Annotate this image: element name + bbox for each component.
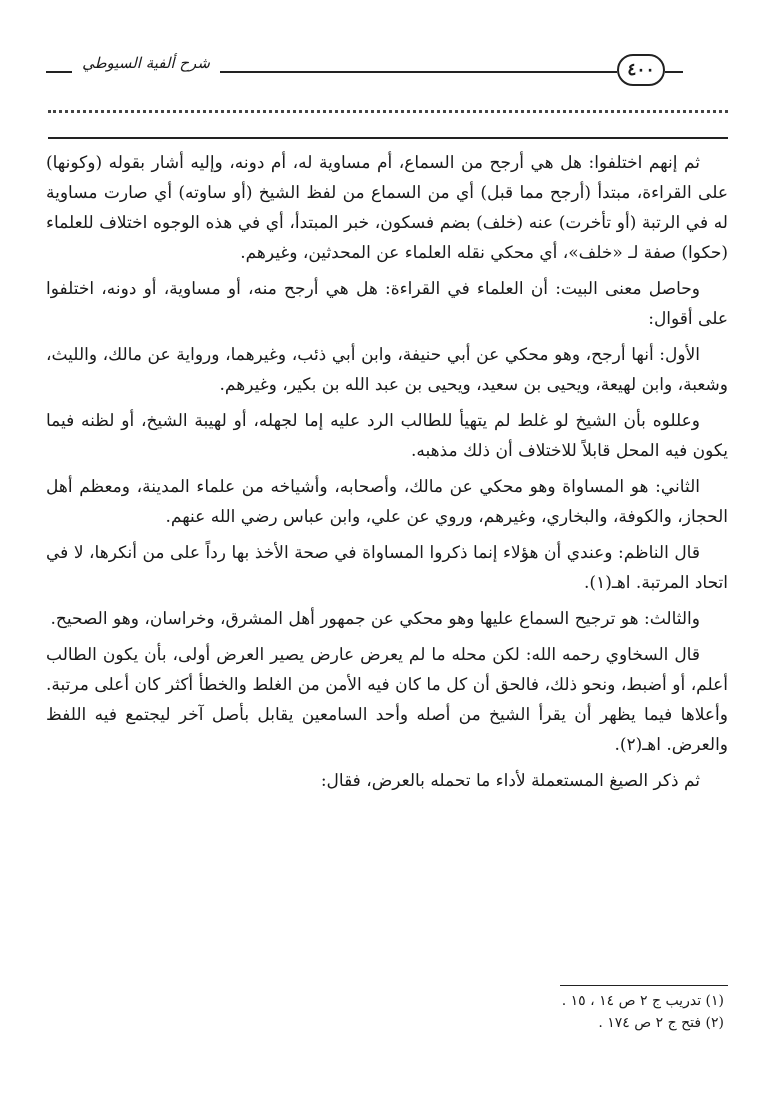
paragraph: ثم ذكر الصيغ المستعملة لأداء ما تحمله بالعرض، فقال: xyxy=(320,771,700,791)
page-header xyxy=(40,44,740,104)
paragraph: وعللوه بأن الشيخ لو غلط لم يتهيأ للطالب الرد عليه إما لجهله، أو لهيبة الشيخ، أو لظنه فيما يكون فيه المحل قابلاً للاختلاف أن ذلك مذهبه. xyxy=(46,411,728,461)
page-number: ٤٠٠ xyxy=(627,60,655,80)
header-rule-left xyxy=(46,71,72,73)
footnote: (٢) فتح ج ٢ ص ١٧٤ . xyxy=(598,1015,724,1031)
paragraph: ثم إنهم اختلفوا: هل هي أرجح من السماع، أم مساوية له، أم دونه، وإليه أشار بقوله (وكونها) على القراءة، مبتدأ (أرجح مما قبل) أي من السماع من لفظ الشيخ (أو ساوته) أي صارت مساوية له في الرتبة (أو تأخرت) عنه (خلف) بضم فسكون، خبر المبتدأ، أي في هذه الوجوه اختلاف للعلماء (حكوا) صفة لـ «خلف»، أي محكي نقله العلماء عن المحدثين، وغيرهم. xyxy=(46,153,728,263)
header-rule-right xyxy=(665,71,683,73)
body-text xyxy=(46,148,728,802)
paragraph: الثاني: هو المساواة وهو محكي عن مالك، وأصحابه، وأشياخه من علماء المدينة، ومعظم أهل الحجاز، والكوفة، والبخاري، وغيرهم، وروي عن علي، وابن عباس رضي الله عنهم. xyxy=(46,477,728,527)
header-underline xyxy=(48,137,728,139)
paragraph: قال السخاوي رحمه الله: لكن محله ما لم يعرض عارض يصير العرض أولى، بأن يكون الطالب أعلم، أو أضبط، ونحو ذلك، فالحق أن كل ما كان فيه الأمن من الغلط والخطأ أكثر كان أعلى مرتبة. وأعلاها فيما يظهر أن يقرأ الشيخ من أصله وأحد السامعين يقابل بأصل آخر ليجتمع فيه اللفظ والعرض. اهـ(٢). xyxy=(46,645,728,755)
footnote-rule xyxy=(560,985,728,986)
paragraph: وحاصل معنى البيت: أن العلماء في القراءة: هل هي أرجح منه، أو مساوية، أو دونه، اختلفوا على أقوال: xyxy=(46,279,728,329)
page-number-badge xyxy=(617,54,665,86)
footnote: (١) تدريب ج ٢ ص ١٤ ، ١٥ . xyxy=(561,993,724,1009)
running-title: شرح ألفية السيوطي xyxy=(82,54,210,72)
paragraph: قال الناظم: وعندي أن هؤلاء إنما ذكروا المساواة في صحة الأخذ بها رداً على من أنكرها، لا في اتحاد المرتبة. اهـ(١). xyxy=(46,543,728,593)
dotted-separator xyxy=(48,96,728,113)
footnotes xyxy=(46,990,728,1034)
header-rule-middle xyxy=(220,71,617,73)
paragraph: الأول: أنها أرجح، وهو محكي عن أبي حنيفة، وابن أبي ذئب، وغيرهما، ورواية عن مالك، والليث، وشعبة، وابن لهيعة، ويحيى بن سعيد، ويحيى بن عبد الله بن بكير، وغيرهم. xyxy=(46,345,728,395)
paragraph: والثالث: هو ترجيح السماع عليها وهو محكي عن جمهور أهل المشرق، وخراسان، وهو الصحيح. xyxy=(50,609,700,629)
